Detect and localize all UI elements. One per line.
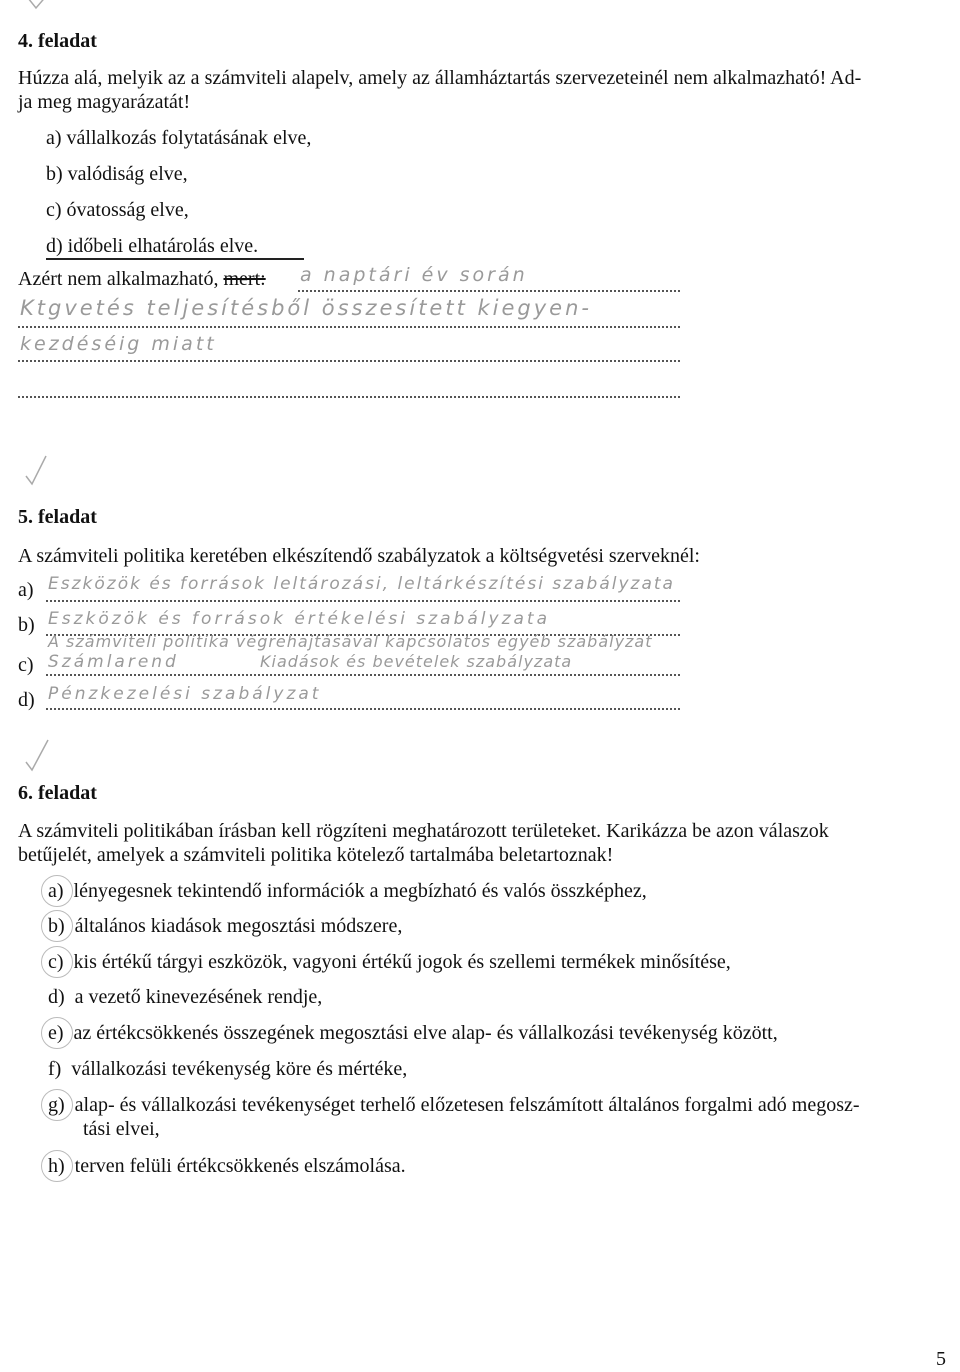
task4-answer-prefix: Azért nem alkalmazható, mert:	[18, 268, 266, 290]
page-number: 5	[936, 1348, 946, 1370]
task5-line-a	[46, 600, 680, 602]
task5-label-c: c)	[18, 654, 34, 676]
task4-title: 4. feladat	[18, 30, 97, 52]
task6-option-e: e) az értékcsökkenés összegének megosztási elve alap- és vállalkozási tevékenység között,	[48, 1022, 778, 1044]
task6-instruction-line1: A számviteli politikában írásban kell rögzíteni meghatározott területeket. Karikázza be azon válaszok	[18, 820, 829, 842]
handwriting-5-a: Eszközök és források leltározási, leltárkészítési szabályzata	[48, 574, 675, 594]
task4-instruction-line2: ja meg magyarázatát!	[18, 91, 191, 113]
answer-line-3	[18, 360, 680, 362]
check-mark-icon	[22, 454, 52, 490]
task6-option-c: c) kis értékű tárgyi eszközök, vagyoni értékű jogok és szellemi termékek minősítése,	[48, 951, 731, 973]
task6-instruction-line2: betűjelét, amelyek a számviteli politika kötelező tartalmába beletartoznak!	[18, 844, 614, 866]
handwriting-4-2: Ktgvetés teljesítésből összesített kiegyen-	[20, 296, 592, 320]
task4-option-c: c) óvatosság elve,	[46, 199, 189, 221]
task5-instruction: A számviteli politika keretében elkészítendő szabályzatok a költségvetési szerveknél:	[18, 545, 700, 567]
answer-line-4	[18, 396, 680, 398]
handwriting-5-extra-1: A számviteli politika végrehajtásával kapcsolatos egyéb szabályzat	[48, 632, 653, 651]
task5-line-c	[46, 674, 680, 676]
check-mark-icon	[26, 0, 56, 30]
handwriting-4-1: a naptári év során	[300, 264, 528, 286]
task5-title: 5. feladat	[18, 506, 97, 528]
task6-option-h: h) terven felüli értékcsökkenés elszámolása.	[48, 1155, 406, 1177]
task4-instruction-line1: Húzza alá, melyik az a számviteli alapelv, amely az államháztartás szervezeteinél nem alkalmazható! Ad-	[18, 67, 862, 89]
task4-option-d: d) időbeli elhatárolás elve.	[46, 235, 259, 257]
handwriting-5-d: Pénzkezelési szabályzat	[48, 684, 322, 704]
answer-line-1	[298, 290, 680, 292]
handwriting-5-extra-0: Kiadások és bevételek szabályzata	[260, 652, 573, 671]
struck-word: mert:	[223, 268, 266, 290]
option-d-underline	[46, 258, 304, 260]
task6-title: 6. feladat	[18, 782, 97, 804]
task6-option-g: g) alap- és vállalkozási tevékenységet terhelő előzetesen felszámított általános forgalmi adó megosz-	[48, 1094, 860, 1116]
answer-line-2	[18, 326, 680, 328]
task4-option-a: a) vállalkozás folytatásának elve,	[46, 127, 312, 149]
task5-label-b: b)	[18, 614, 35, 636]
handwriting-5-b: Eszközök és források értékelési szabályzata	[48, 609, 551, 629]
task5-label-d: d)	[18, 689, 35, 711]
task6-option-f: f) vállalkozási tevékenység köre és mértéke,	[48, 1058, 408, 1080]
task5-label-a: a)	[18, 579, 34, 601]
handwriting-4-3: kezdéséig miatt	[20, 333, 217, 355]
task6-option-d: d) a vezető kinevezésének rendje,	[48, 986, 323, 1008]
task6-option-b: b) általános kiadások megosztási módszere,	[48, 915, 403, 937]
task6-option-a: a) lényegesnek tekintendő információk a megbízható és valós összképhez,	[48, 880, 647, 902]
task4-option-b: b) valódiság elve,	[46, 163, 188, 185]
task5-line-d	[46, 708, 680, 710]
check-mark-icon	[22, 738, 52, 774]
handwriting-5-c: Számlarend	[48, 652, 179, 672]
task6-option-g-continuation: tási elvei,	[83, 1118, 160, 1140]
